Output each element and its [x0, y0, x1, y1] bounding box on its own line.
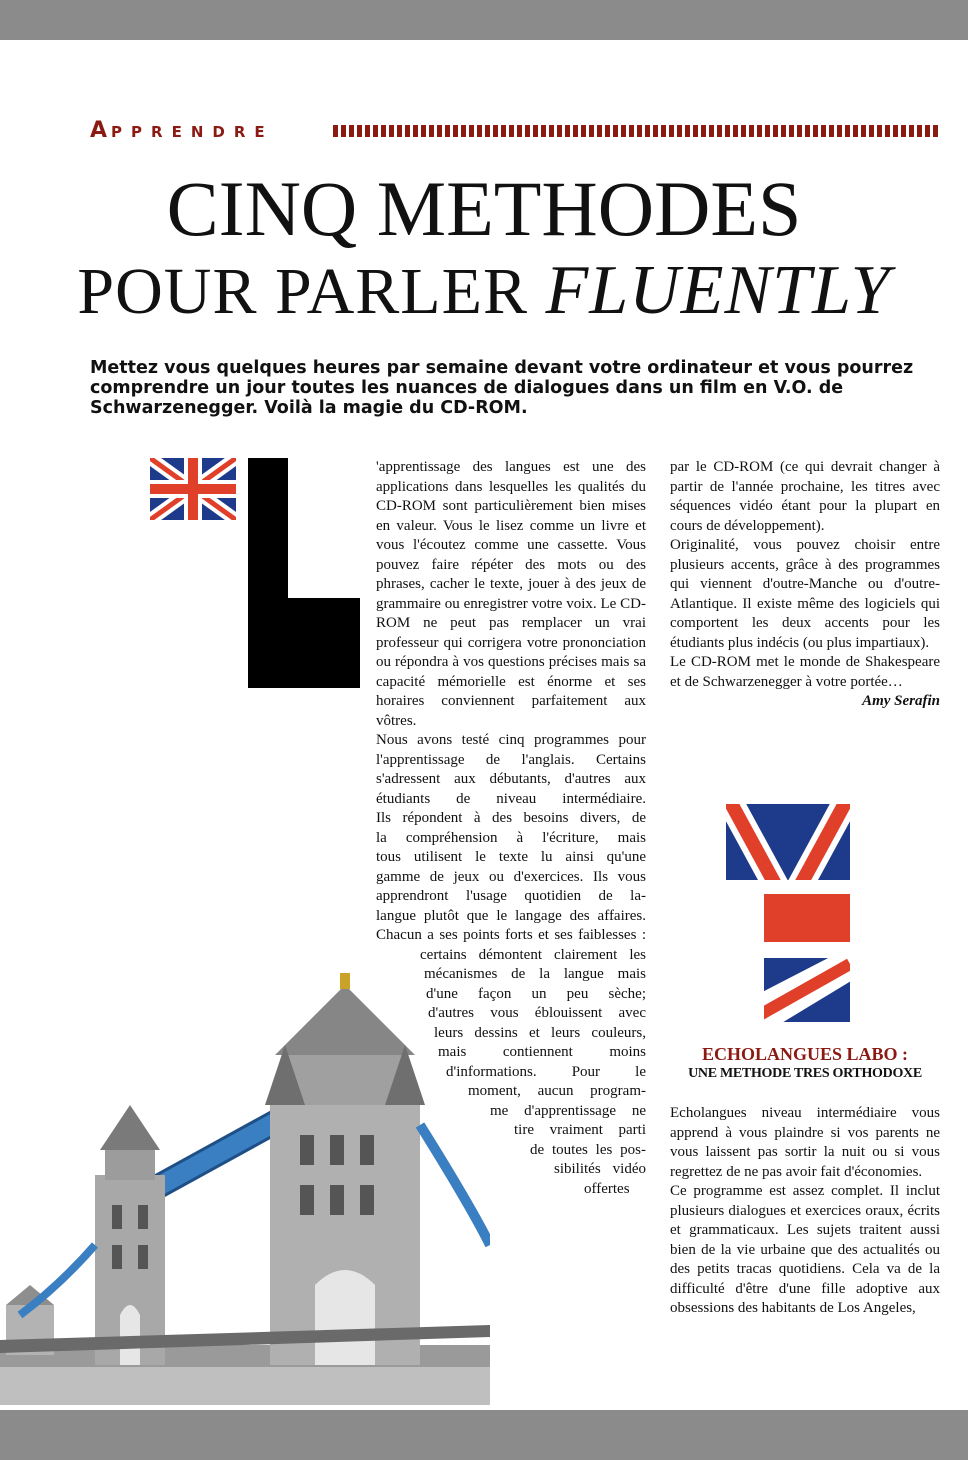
box-paragraph-1: Echolangues niveau intermédiaire vous apprend à vous plaindre si vos parents ne vous laissent pas sortir la nuit ou si vous regrettez de ne pas avoir fait d'économies. — [670, 1105, 940, 1180]
right-paragraph-3: Le CD-ROM met le monde de Shakespeare et de Schwarzenegger à votre portée… — [670, 654, 940, 690]
segmented-union-jack-icon — [726, 794, 850, 1022]
union-jack-flag-icon — [150, 458, 236, 520]
middle-wrap-line: leurs dessins et leurs couleurs, — [434, 1024, 646, 1041]
drop-cap-letter — [248, 458, 360, 688]
middle-wrap-line: moment, aucun program- — [468, 1083, 646, 1099]
middle-line: l'apprentissage de l'anglais. Certains — [376, 751, 646, 768]
box-paragraph-2: Ce programme est assez complet. Il inclut plusieurs dialogues et exercices oraux, écrits et grammaticaux. Les sujets traitent aussi bien de la vie urbaine que des actualités ou des petits tracas quotidiens. Cela va de la difficulté d'être d'une fille adoptive aux obsessions des habitants de Los Angeles, — [670, 1183, 940, 1316]
middle-wrap-line: me d'apprentissage ne — [490, 1102, 646, 1119]
title-line-1: CINQ METHODES — [166, 165, 802, 252]
middle-wrap-line: mais contiennent moins — [438, 1044, 646, 1060]
middle-line: tous utilisent le texte lu ainsi qu'une — [376, 849, 646, 865]
middle-wrap-line: tire vraiment parti — [514, 1122, 646, 1138]
section-label — [90, 118, 274, 143]
box-subheading: UNE METHODE TRES ORTHODOXE — [688, 1066, 922, 1081]
middle-line: la compréhension à l'écriture, mais — [376, 829, 646, 846]
title-line-2 — [0, 252, 968, 329]
title-line-2-italic: FLUENTLY — [545, 252, 891, 329]
middle-wrap-line: offertes — [584, 1180, 630, 1197]
article-lead: Mettez vous quelques heures par semaine devant votre ordinateur et vous pourrez comprendre un jour toutes les nuances de dialogues dans un film en V.O. de Schwarzenegger. Voilà la magie du CD-ROM. — [90, 358, 914, 418]
right-paragraph-2: Originalité, vous pouvez choisir entre plusieurs accents, grâce à des programmes qui viennent d'outre-Manche ou d'outre-Atlantique. Il existe même des logiciels qui comportent les deux accents pour les étudiants plus indécis (ou plus impartiaux). — [670, 537, 940, 651]
text-column-right — [670, 458, 940, 712]
middle-wrap-line: d'informations. Pour le — [446, 1063, 646, 1080]
section-label-rest: PPRENDRE — [111, 123, 274, 141]
right-paragraph-1: par le CD-ROM (ce qui devrait changer à partir de l'année prochaine, les titres avec séquences vidéo étant pour la plupart en cours de développement). — [670, 459, 940, 534]
middle-wrap-line: d'une façon un peu sèche; — [426, 985, 646, 1002]
middle-paragraph-1: 'apprentissage des langues est une des applications dans lesquelles les qualités du CD-ROM sont particulièrement bien mises en valeur. Vous le lisez comme un livre et vous l'écoutez comme une cassette. Vous pouvez faire répéter des mots ou des phrases, cacher le texte, jouer à des jeux de grammaire ou enregistrer votre voix. Le CD-ROM ne peut pas remplacer un vrai professeur qui corrigera votre prononciation ou répondra à vos questions précises mais sa capacité mémorielle est énorme et ses horaires conviennent parfaitement aux vôtres. — [376, 459, 646, 729]
article-author: Amy Serafin — [862, 693, 940, 709]
scan-border-bottom — [0, 1410, 968, 1460]
middle-line: s'adressent aux débutants, d'autres aux — [376, 771, 646, 787]
middle-wrap-line: de toutes les pos- — [530, 1141, 646, 1158]
middle-line: Nous avons testé cinq programmes pour — [376, 732, 646, 748]
title-line-2-plain: POUR PARLER — [77, 255, 546, 328]
tower-bridge-illustration — [0, 945, 490, 1405]
middle-line: apprendront l'usage quotidien de la- — [376, 888, 646, 904]
middle-wrap-line: sibilités vidéo — [554, 1161, 646, 1177]
middle-line: langue plutôt que le langage des affaires. — [376, 907, 646, 924]
middle-line: Chacun a ses points forts et ses faiblesses : — [376, 927, 646, 943]
middle-line: gamme de jeux ou d'exercices. Ils vous — [376, 868, 646, 885]
middle-wrap-line: d'autres vous éblouissent avec — [428, 1005, 646, 1021]
box-text — [670, 1104, 940, 1319]
magazine-page — [0, 40, 968, 1410]
section-label-initial: A — [90, 118, 112, 143]
middle-wrap-line: certains démontent clairement les — [420, 946, 646, 963]
section-dotted-rule — [333, 125, 938, 137]
middle-line: étudiants de niveau intermédiaire. — [376, 790, 646, 807]
scan-border-top — [0, 0, 968, 40]
middle-wrap-line: mécanismes de la langue mais — [424, 966, 646, 982]
box-heading: ECHOLANGUES LABO : — [701, 1044, 909, 1064]
middle-line: Ils répondent à des besoins divers, de — [376, 810, 646, 826]
